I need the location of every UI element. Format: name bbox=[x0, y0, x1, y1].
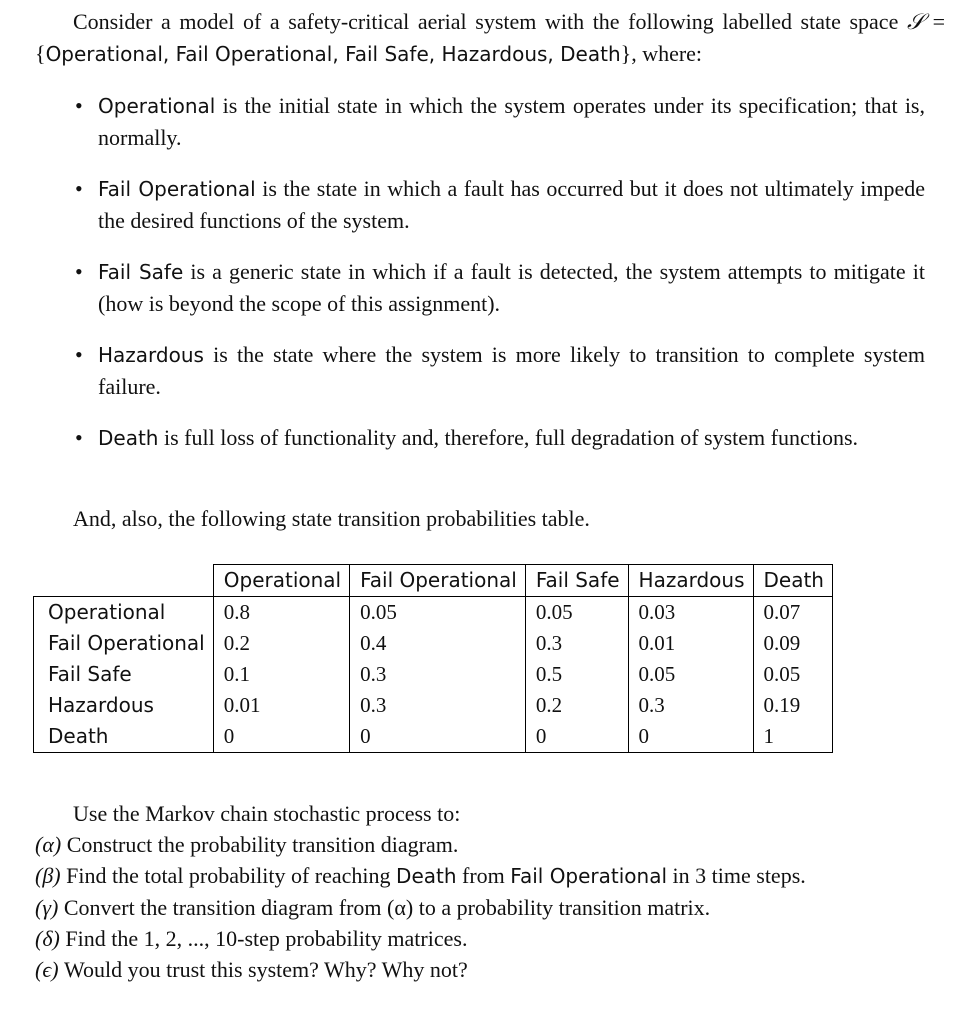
transition-probability-table bbox=[33, 564, 833, 753]
table-cell: 0.1 bbox=[213, 659, 349, 690]
bullet-operational bbox=[75, 90, 925, 154]
table-cell: 0 bbox=[350, 721, 526, 753]
bullet-death bbox=[75, 422, 925, 454]
table-corner-cell bbox=[34, 565, 214, 597]
table-cell: 0.09 bbox=[753, 628, 832, 659]
task-marker: (ϵ) bbox=[35, 957, 59, 982]
bullet-text: is the state in which a fault has occurred but it does not ultimately impede the desired functions of the system. bbox=[98, 176, 925, 233]
task-term-fail-operational: Fail Operational bbox=[510, 864, 668, 888]
task-text: Convert the transition diagram from (α) to a probability transition matrix. bbox=[63, 895, 711, 920]
column-header: Death bbox=[753, 565, 832, 597]
task-marker: (γ) bbox=[35, 895, 59, 920]
table-cell: 0.05 bbox=[753, 659, 832, 690]
table-cell: 0.2 bbox=[213, 628, 349, 659]
task-text: in 3 time steps. bbox=[667, 863, 806, 888]
table-cell: 0.01 bbox=[213, 690, 349, 721]
column-header: Hazardous bbox=[628, 565, 753, 597]
table-cell: 0.05 bbox=[628, 659, 753, 690]
table-cell: 0.3 bbox=[525, 628, 628, 659]
task-delta bbox=[35, 923, 945, 954]
table-row bbox=[34, 690, 833, 721]
table-cell: 0.19 bbox=[753, 690, 832, 721]
row-label: Fail Operational bbox=[34, 628, 214, 659]
bullet-dot: • bbox=[75, 259, 83, 284]
table-cell: 0.8 bbox=[213, 597, 349, 629]
column-header: Fail Operational bbox=[350, 565, 526, 597]
task-marker: (β) bbox=[35, 863, 61, 888]
bullet-text: is the initial state in which the system operates under its specification; that is, normally. bbox=[98, 93, 925, 150]
bullet-fail-safe bbox=[75, 256, 925, 320]
bullet-dot: • bbox=[75, 176, 83, 201]
table-cell: 0 bbox=[628, 721, 753, 753]
table-cell: 0.3 bbox=[350, 690, 526, 721]
row-label: Death bbox=[34, 721, 214, 753]
row-label: Hazardous bbox=[34, 690, 214, 721]
task-alpha bbox=[35, 829, 945, 860]
column-header: Operational bbox=[213, 565, 349, 597]
set-open-brace: { bbox=[35, 41, 46, 66]
intro-tail: , where: bbox=[631, 41, 703, 66]
bullet-dot: • bbox=[75, 425, 83, 450]
set-close-brace: } bbox=[620, 41, 632, 66]
table-cell: 0.05 bbox=[350, 597, 526, 629]
table-cell: 0.2 bbox=[525, 690, 628, 721]
bullet-dot: • bbox=[75, 342, 83, 367]
bullet-term: Fail Operational bbox=[98, 177, 256, 201]
bullet-term: Fail Safe bbox=[98, 260, 184, 284]
bullet-hazardous bbox=[75, 339, 925, 403]
task-marker: (δ) bbox=[35, 926, 60, 951]
column-header: Fail Safe bbox=[525, 565, 628, 597]
table-header-row bbox=[34, 565, 833, 597]
task-epsilon bbox=[35, 954, 945, 985]
bullet-text: is a generic state in which if a fault is detected, the system attempts to mitigate it (how is beyond the scope of this assignment). bbox=[98, 259, 925, 316]
task-list bbox=[35, 798, 945, 985]
intro-paragraph bbox=[35, 6, 945, 70]
table-cell: 0.03 bbox=[628, 597, 753, 629]
task-term-death: Death bbox=[396, 864, 457, 888]
task-beta bbox=[35, 860, 945, 892]
bullet-fail-operational bbox=[75, 173, 925, 237]
table-cell: 0 bbox=[525, 721, 628, 753]
task-lead: Use the Markov chain stochastic process to: bbox=[73, 801, 461, 826]
table-row bbox=[34, 659, 833, 690]
table-row bbox=[34, 721, 833, 753]
table-cell: 1 bbox=[753, 721, 832, 753]
table-cell: 0 bbox=[213, 721, 349, 753]
intro-text: Consider a model of a safety-critical aerial system with the following labelled state space bbox=[73, 9, 899, 34]
table-cell: 0.5 bbox=[525, 659, 628, 690]
bullet-text: is full loss of functionality and, therefore, full degradation of system functions. bbox=[158, 425, 859, 450]
bullet-term: Death bbox=[98, 426, 159, 450]
state-space-symbol: 𝒮 bbox=[906, 9, 924, 34]
row-label: Fail Safe bbox=[34, 659, 214, 690]
table-cell: 0.01 bbox=[628, 628, 753, 659]
task-text: Find the 1, 2, ..., 10-step probability matrices. bbox=[65, 926, 468, 951]
table-cell: 0.4 bbox=[350, 628, 526, 659]
task-gamma bbox=[35, 892, 945, 923]
bullet-text: is the state where the system is more likely to transition to complete system failure. bbox=[98, 342, 925, 399]
equals-sign: = bbox=[923, 9, 945, 34]
table-cell: 0.3 bbox=[350, 659, 526, 690]
table-cell: 0.05 bbox=[525, 597, 628, 629]
bullet-dot: • bbox=[75, 93, 83, 118]
table-row bbox=[34, 597, 833, 629]
task-text: from bbox=[456, 863, 511, 888]
table-cell: 0.3 bbox=[628, 690, 753, 721]
task-text: Find the total probability of reaching bbox=[66, 863, 397, 888]
table-row bbox=[34, 628, 833, 659]
bullet-term: Operational bbox=[98, 94, 216, 118]
table-cell: 0.07 bbox=[753, 597, 832, 629]
state-space-members: Operational, Fail Operational, Fail Safe, Hazardous, Death bbox=[45, 42, 621, 66]
row-label: Operational bbox=[34, 597, 214, 629]
task-text: Construct the probability transition diagram. bbox=[66, 832, 459, 857]
task-text: Would you trust this system? Why? Why not? bbox=[64, 957, 468, 982]
table-intro: And, also, the following state transition probabilities table. bbox=[73, 506, 590, 531]
task-marker: (α) bbox=[35, 832, 62, 857]
bullet-term: Hazardous bbox=[98, 343, 204, 367]
